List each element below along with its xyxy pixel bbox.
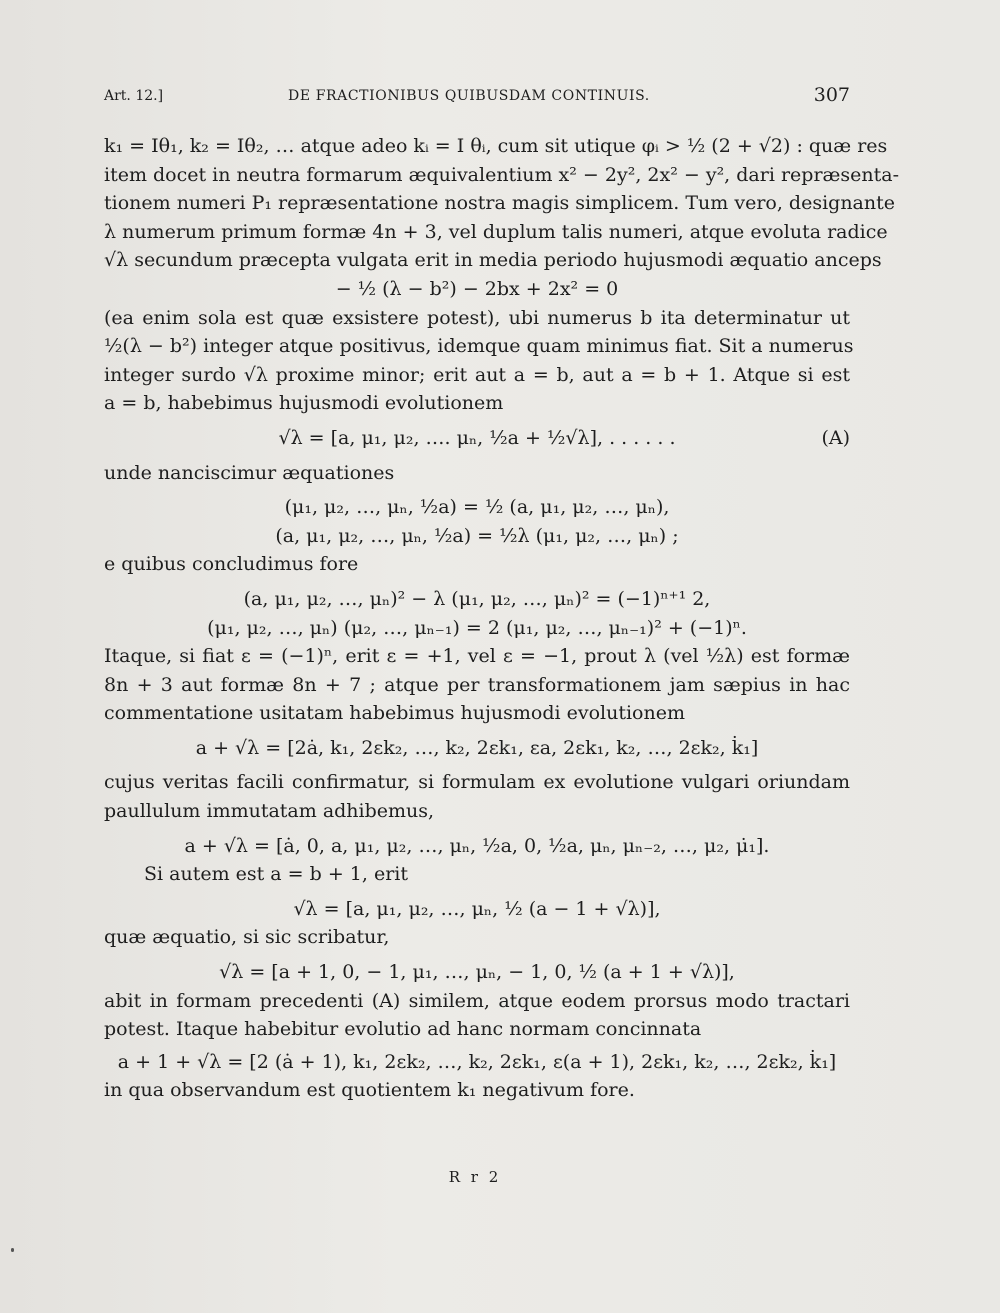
text-line: 8n + 3 aut formæ 8n + 7 ; atque per transformationem jam sæpius in hac <box>104 673 850 696</box>
equation-5: a + √λ = [2ȧ, k₁, 2εk₂, …, k₂, 2εk₁, εa, 2εk₁, k₂, …, 2εk₂, k̇₁] <box>195 736 759 759</box>
running-header <box>104 84 850 112</box>
text-line: (ea enim sola est quæ exsistere potest), ubi numerus b ita determinatur ut <box>104 306 850 329</box>
text-line: λ numerum primum formæ 4n + 3, vel duplum talis numeri, atque evoluta radice <box>104 220 888 243</box>
main-text <box>104 132 899 1105</box>
running-title: DE FRACTIONIBUS QUIBUSDAM CONTINUIS. <box>288 88 650 104</box>
text-line: Si autem est a = b + 1, erit <box>144 863 408 886</box>
article-reference: Art. 12.] <box>104 88 164 104</box>
text-line: potest. Itaque habebitur evolutio ad hanc normam concinnata <box>104 1018 702 1041</box>
signature-mark: R r 2 <box>448 1168 502 1186</box>
paragraph-10 <box>104 1076 850 1105</box>
paragraph-5 <box>104 642 850 728</box>
paragraph-6 <box>104 768 850 825</box>
equation-4a: (a, μ₁, μ₂, …, μₙ)² − λ (μ₁, μ₂, …, μₙ)² = (−1)ⁿ⁺¹ 2, <box>243 587 711 610</box>
paragraph-1 <box>104 132 899 275</box>
equation-4b: (μ₁, μ₂, …, μₙ) (μ₂, …, μₙ₋₁) = 2 (μ₁, μ₂, …, μₙ₋₁)² + (−1)ⁿ. <box>207 616 747 639</box>
equation-3b: (a, μ₁, μ₂, …, μₙ, ½a) = ½λ (μ₁, μ₂, …, μₙ) ; <box>275 524 679 547</box>
text-line: tionem numeri P₁ repræsentatione nostra magis simplicem. Tum vero, designante <box>104 192 896 215</box>
equation-6: a + √λ = [ȧ, 0, a, μ₁, μ₂, …, μₙ, ½a, 0, ½a, μₙ, μₙ₋₂, …, μ₂, μ̇₁]. <box>184 834 770 857</box>
text-line: item docet in neutra formarum æquivalentium x² − 2y², 2x² − y², dari repræsenta- <box>104 163 899 186</box>
text-line: quæ æquatio, si sic scribatur, <box>104 926 390 949</box>
paragraph-9 <box>104 987 850 1044</box>
equation-3a: (μ₁, μ₂, …, μₙ, ½a) = ½ (a, μ₁, μ₂, …, μₙ), <box>284 496 670 519</box>
paragraph-8 <box>104 923 850 952</box>
paragraph-7 <box>104 860 850 889</box>
paragraph-4 <box>104 550 850 579</box>
text-line: in qua observandum est quotientem k₁ negativum fore. <box>104 1079 635 1102</box>
equation-9: a + 1 + √λ = [2 (ȧ + 1), k₁, 2εk₂, …, k₂, 2εk₁, ε(a + 1), 2εk₁, k₂, …, 2εk₂, k̇₁] <box>117 1050 837 1073</box>
text-line: Itaque, si fiat ε = (−1)ⁿ, erit ε = +1, vel ε = −1, prout λ (vel ½λ) est formæ <box>104 645 850 668</box>
text-line: cujus veritas facili confirmatur, si formulam ex evolutione vulgari oriundam <box>104 771 850 794</box>
paragraph-2 <box>104 304 854 418</box>
text-line: √λ secundum præcepta vulgata erit in media periodo hujusmodi æquatio anceps <box>104 249 882 272</box>
page-number: 307 <box>813 84 850 106</box>
text-line: abit in formam precedenti (A) similem, atque eodem prorsus modo tractari <box>104 989 850 1012</box>
text-line: unde nanciscimur æquationes <box>104 461 395 484</box>
text-line: commentatione usitatam habebimus hujusmodi evolutionem <box>104 702 685 725</box>
text-line: k₁ = Iθ₁, k₂ = Iθ₂, … atque adeo kᵢ = I θᵢ, cum sit utique φᵢ > ½ (2 + √2) : quæ res <box>104 135 888 157</box>
equation-7: √λ = [a, μ₁, μ₂, …, μₙ, ½ (a − 1 + √λ)], <box>293 897 661 920</box>
equation-A <box>104 424 850 453</box>
text-line: paullulum immutatam adhibemus, <box>104 800 435 823</box>
equation-8: √λ = [a + 1, 0, − 1, μ₁, …, μₙ, − 1, 0, ½ (a + 1 + √λ)], <box>219 961 735 984</box>
text-line: ½(λ − b²) integer atque positivus, idemque quam minimus fiat. Sit a numerus <box>104 335 854 358</box>
text-line: e quibus concludimus fore <box>104 553 359 576</box>
equation-A-body: √λ = [a, μ₁, μ₂, …. μₙ, ½a + ½√λ], . . . . . . <box>278 426 676 449</box>
equation-label: (A) <box>821 426 850 449</box>
paragraph-3 <box>104 459 850 488</box>
text-line: integer surdo √λ proxime minor; erit aut a = b, aut a = b + 1. Atque si est <box>104 363 850 386</box>
text-line: a = b, habebimus hujusmodi evolutionem <box>104 392 504 415</box>
ink-speck <box>11 1248 14 1252</box>
equation-1: − ½ (λ − b²) − 2bx + 2x² = 0 <box>335 277 619 300</box>
